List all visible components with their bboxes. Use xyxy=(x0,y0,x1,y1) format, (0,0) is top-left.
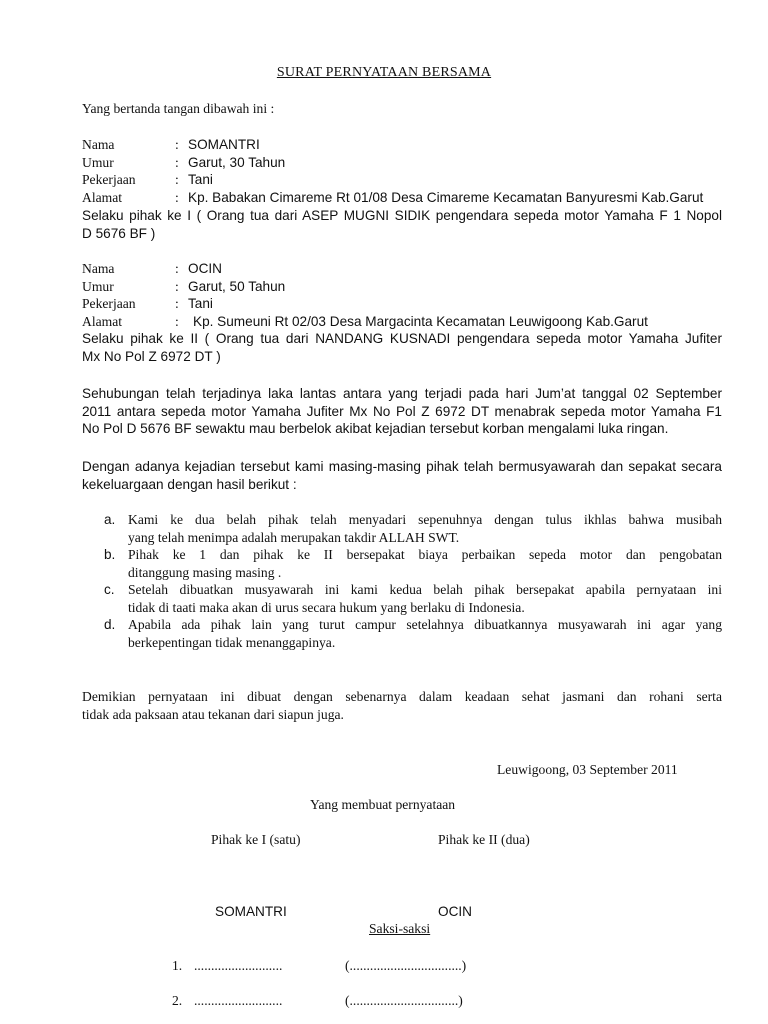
party-2-selaku-line2: Mx No Pol Z 6972 DT ) xyxy=(82,348,221,364)
signing-header: Yang membuat pernyataan xyxy=(310,797,456,812)
agreement-line-2: kekeluargaan dengan hasil berikut : xyxy=(82,476,297,492)
incident-line-2: 2011 antara sepeda motor Yamaha Jufiter Mx No Pol Z 6972 DT menabrak sepeda motor Yamaha F1 xyxy=(82,403,722,419)
list-item-line1: Apabila ada pihak lain yang turut campur setelahnya dibuatkannya musyawarah ini agar yang xyxy=(128,617,722,632)
party-2-block xyxy=(82,260,722,365)
list-item-line2: tidak di taati maka akan di urus secara hukum yang berlaku di Indonesia. xyxy=(128,599,525,615)
party-1-umur-row xyxy=(82,154,722,172)
colon: : xyxy=(175,189,179,205)
agreement-line-1: Dengan adanya kejadian tersebut kami masing-masing pihak telah bermusyawarah dan sepakat secara xyxy=(82,459,722,474)
incident-line-1: Sehubungan telah terjadinya laka lantas antara yang terjadi pada hari Jum’at tanggal 02 September xyxy=(82,386,722,401)
label-umur: Umur xyxy=(82,278,114,294)
party-2-nama-row xyxy=(82,260,722,278)
party-1-selaku-line2: D 5676 BF ) xyxy=(82,225,156,241)
witness-2-number: 2. xyxy=(172,993,183,1008)
list-item xyxy=(104,546,722,581)
label-nama: Nama xyxy=(82,137,115,152)
witness-title: Saksi-saksi xyxy=(369,921,431,936)
list-item xyxy=(104,581,722,616)
party-2-pekerjaan: Tani xyxy=(188,296,213,312)
party-1-alamat: Kp. Babakan Cimareme Rt 01/08 Desa Cimareme Kecamatan Banyuresmi Kab.Garut xyxy=(188,189,704,205)
party-1-umur: Garut, 30 Tahun xyxy=(188,154,286,170)
agreement-paragraph xyxy=(82,458,722,493)
list-item-line1: Kami ke dua belah pihak telah menyadari sepenuhnya dengan tulus ikhlas bahwa musibah xyxy=(128,512,722,527)
party-1-pekerjaan: Tani xyxy=(188,172,213,188)
list-item-line2: ditanggung masing masing . xyxy=(128,564,282,580)
colon: : xyxy=(175,296,179,312)
party-1-block xyxy=(82,136,722,242)
incident-line-3: No Pol D 5676 BF sewaktu mau berbelok akibat kejadian tersebut korban mengalami luka ringan. xyxy=(82,421,669,436)
label-alamat: Alamat xyxy=(82,313,123,329)
list-item-line1: Pihak ke 1 dan pihak ke II bersepakat biaya perbaikan sepeda motor dan pengobatan xyxy=(128,547,722,562)
party-2-selaku-line1: Selaku pihak ke II ( Orang tua dari NANDANG KUSNADI pengendara sepeda motor Yamaha Jufiter xyxy=(82,331,722,347)
colon: : xyxy=(175,137,179,152)
party-1-nama-row xyxy=(82,136,722,154)
document-title: SURAT PERNYATAAN BERSAMA xyxy=(276,65,492,80)
incident-paragraph xyxy=(82,385,722,438)
witness-1-signature-line: (.................................) xyxy=(345,958,467,973)
signer-1-role: Pihak ke I (satu) xyxy=(211,832,301,847)
party-2-umur-row xyxy=(82,278,722,296)
label-nama: Nama xyxy=(82,261,115,276)
closing-paragraph xyxy=(82,688,722,723)
party-1-selaku-line1: Selaku pihak ke I ( Orang tua dari ASEP MUGNI SIDIK pengendara sepeda motor Yamaha F 1 Nopol xyxy=(82,208,722,224)
party-2-pekerjaan-row xyxy=(82,295,722,313)
witness-1-name-line: .......................... xyxy=(194,958,283,973)
signer-2-role: Pihak ke II (dua) xyxy=(438,832,530,847)
list-item xyxy=(104,511,722,546)
colon: : xyxy=(175,154,179,170)
list-item-line2: yang telah menimpa adalah merupakan takdir ALLAH SWT. xyxy=(128,529,460,545)
colon: : xyxy=(175,172,179,188)
witness-2-signature-line: (................................) xyxy=(345,993,463,1008)
list-item xyxy=(104,616,722,651)
closing-line-1: Demikian pernyataan ini dibuat dengan sebenarnya dalam keadaan sehat jasmani dan rohani serta xyxy=(82,689,722,704)
closing-line-2: tidak ada paksaan atau tekanan dari siapun juga. xyxy=(82,706,344,722)
colon: : xyxy=(175,313,179,329)
list-item-line1: Setelah dibuatkan musyawarah ini kami kedua belah pihak bersepakat apabila pernyataan ini xyxy=(128,582,722,597)
list-item-label: c. xyxy=(104,582,115,597)
signer-1-name: SOMANTRI xyxy=(215,904,287,919)
party-2-alamat-row xyxy=(82,313,722,331)
party-2-nama: OCIN xyxy=(188,261,222,276)
label-pekerjaan: Pekerjaan xyxy=(82,172,136,188)
party-1-pekerjaan-row xyxy=(82,171,722,189)
list-item-label: d. xyxy=(104,617,116,632)
label-umur: Umur xyxy=(82,154,114,170)
witness-2-name-line: .......................... xyxy=(194,993,283,1008)
witness-1-number: 1. xyxy=(172,958,183,973)
signer-2-name: OCIN xyxy=(438,904,472,919)
colon: : xyxy=(175,261,179,276)
colon: : xyxy=(175,278,179,294)
list-item-label: b. xyxy=(104,547,116,562)
party-2-alamat: Kp. Sumeuni Rt 02/03 Desa Margacinta Kecamatan Leuwigoong Kab.Garut xyxy=(193,313,648,329)
list-item-label: a. xyxy=(104,512,116,527)
agreement-list xyxy=(104,511,722,651)
label-pekerjaan: Pekerjaan xyxy=(82,296,136,312)
label-alamat: Alamat xyxy=(82,189,123,205)
place-date: Leuwigoong, 03 September 2011 xyxy=(497,762,678,777)
party-2-umur: Garut, 50 Tahun xyxy=(188,278,286,294)
intro-text: Yang bertanda tangan dibawah ini : xyxy=(82,101,275,116)
party-1-alamat-row xyxy=(82,189,722,207)
party-1-nama: SOMANTRI xyxy=(188,137,260,152)
list-item-line2: berkepentingan tidak menanggapinya. xyxy=(128,634,336,650)
